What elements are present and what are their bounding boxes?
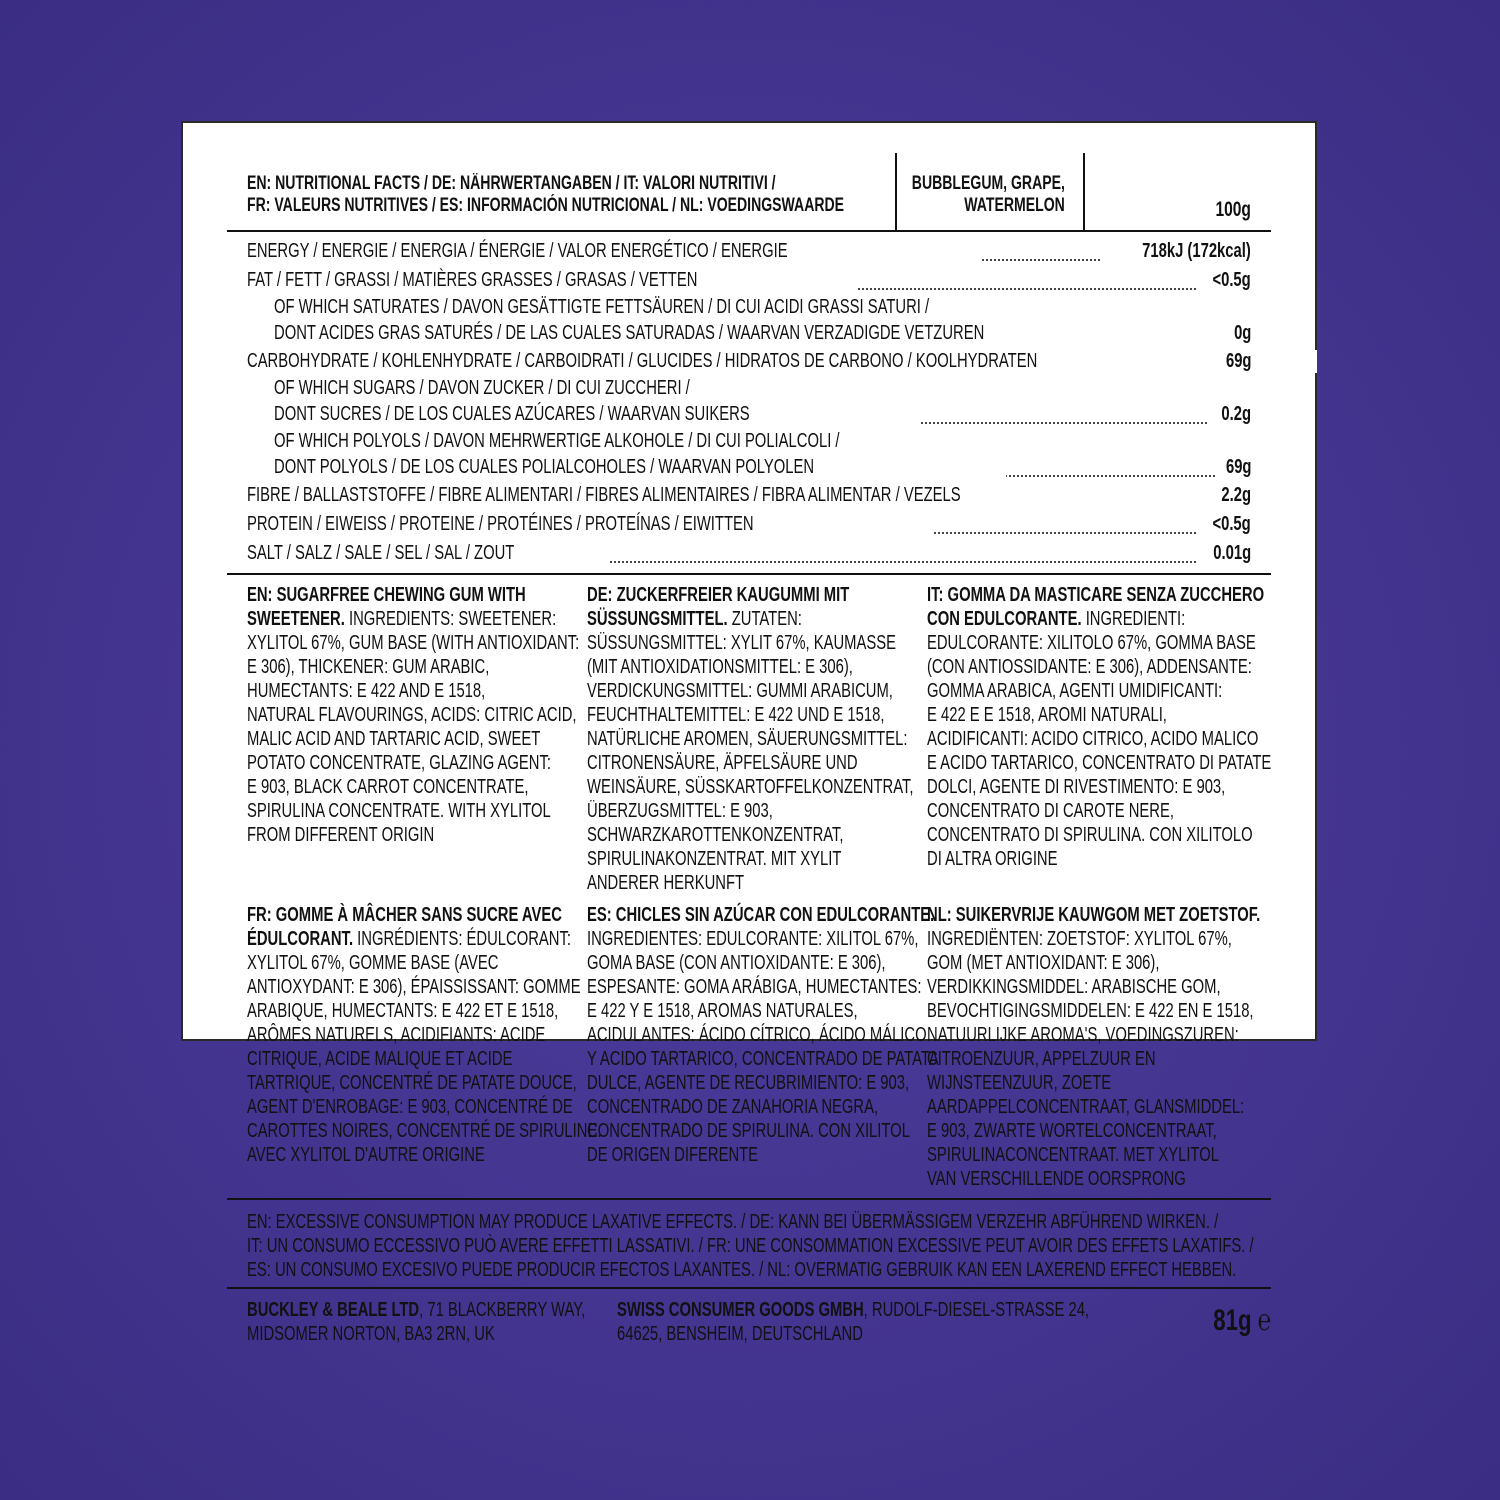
ingredients-heading: SWEETENER.	[247, 608, 345, 630]
nutrition-label	[181, 121, 1317, 1345]
nutrition-row-sugars	[274, 377, 1251, 429]
ingredients-text: INGREDIENTES: EDULCORANTE: XILITOL 67%,	[587, 928, 919, 950]
weight-value: 81g	[1213, 1304, 1252, 1337]
ingredients-text: CONCENTRATO DI SPIRULINA. CON XILITOLO	[927, 824, 1253, 846]
ingredients-text: DE ORIGEN DIFERENTE	[587, 1144, 759, 1166]
address-text: , 71 BLACKBERRY WAY,	[419, 1299, 586, 1321]
ingredients-text: E 422 E E 1518, AROMI NATURALI,	[927, 704, 1167, 726]
ingredients-de	[587, 583, 927, 895]
ingredients-text: E 903, ZWARTE WORTELCONCENTRAAT,	[927, 1120, 1217, 1142]
nutrient-label: OF WHICH SATURATES / DAVON GESÄTTIGTE FETTSÄUREN / DI CUI ACIDI GRASSI SATURI /	[274, 296, 930, 318]
ingredients-text: BEVOCHTIGINGSMIDDELEN: E 422 EN E 1518,	[927, 1000, 1254, 1022]
ingredients-text: POTATO CONCENTRATE, GLAZING AGENT:	[247, 752, 551, 774]
ingredients-text: CONCENTRATO DI CAROTE NERE,	[927, 800, 1174, 822]
ingredients-text: DOLCI, AGENTE DI RIVESTIMENTO: E 903,	[927, 776, 1226, 798]
nutrient-value: 69g	[1225, 456, 1251, 478]
ingredients-heading: ÉDULCORANT.	[247, 928, 354, 950]
ingredients-text: ANTIOXYDANT: E 306), ÉPAISSISSANT: GOMME	[247, 976, 581, 998]
ingredients-text: GOMMA ARABICA, AGENTI UMIDIFICANTI:	[927, 680, 1223, 702]
ingredients-text: CITRONENSÄURE, ÄPFELSÄURE UND	[587, 752, 858, 774]
laxative-warning	[247, 1210, 1500, 1282]
ingredients-text: SÜSSUNGSMITTEL: XYLIT 67%, KAUMASSE	[587, 632, 896, 654]
ingredients-text: ÜBERZUGSMITTEL: E 903,	[587, 800, 773, 822]
nutrition-row-protein	[247, 513, 1251, 539]
nutrient-value: 718kJ (172kcal)	[1142, 240, 1251, 262]
net-weight	[1193, 1304, 1271, 1338]
ingredients-en	[247, 583, 587, 847]
ingredients-text: GOMA BASE (CON ANTIOXIDANTE: E 306),	[587, 952, 886, 974]
warning-line: EN: EXCESSIVE CONSUMPTION MAY PRODUCE LAXATIVE EFFECTS. / DE: KANN BEI ÜBERMÄSSIGEM VERZEHR ABFÜHREND WIRKEN. /	[247, 1211, 1219, 1233]
nutrient-label: FAT / FETT / GRASSI / MATIÈRES GRASSES / GRASAS / VETTEN	[247, 269, 698, 291]
nutrient-value: 69g	[1225, 350, 1251, 372]
ingredients-text: CAROTTES NOIRES, CONCENTRÉ DE SPIRULINE.	[247, 1120, 602, 1142]
ingredients-text: VERDICKUNGSMITTEL: GUMMI ARABICUM,	[587, 680, 893, 702]
nutrient-label: PROTEIN / EIWEISS / PROTEINE / PROTÉINES / PROTEÍNAS / EIWITTEN	[247, 513, 754, 535]
ingredients-text: NATURAL FLAVOURINGS, ACIDS: CITRIC ACID,	[247, 704, 577, 726]
ingredients-text: E ACIDO TARTARICO, CONCENTRATO DI PATATE	[927, 752, 1272, 774]
ingredients-fr	[247, 903, 602, 1167]
nutrient-label: CARBOHYDRATE / KOHLENHYDRATE / CARBOIDRATI / GLUCIDES / HIDRATOS DE CARBONO / KOOLHYDRATEN	[247, 350, 1038, 372]
nutrition-row-carbohydrate	[247, 350, 1251, 376]
ingredients-text: EDULCORANTE: XILITOLO 67%, GOMMA BASE	[927, 632, 1256, 654]
ingredients-text: ARÔMES NATURELS, ACIDIFIANTS: ACIDE	[247, 1024, 546, 1046]
ingredients-text: ARABIQUE, HUMECTANTS: E 422 ET E 1518,	[247, 1000, 559, 1022]
ingredients-heading: IT: GOMMA DA MASTICARE SENZA ZUCCHERO	[927, 584, 1265, 606]
ingredients-text: ANDERER HERKUNFT	[587, 872, 745, 894]
ingredients-text: HUMECTANTS: E 422 AND E 1518,	[247, 680, 486, 702]
ingredients-text: AARDAPPELCONCENTRAAT, GLANSMIDDEL:	[927, 1096, 1245, 1118]
ingredients-text: CITRIQUE, ACIDE MALIQUE ET ACIDE	[247, 1048, 513, 1070]
nutrient-label: DONT POLYOLS / DE LOS CUALES POLIALCOHOLES / WAARVAN POLYOLEN	[274, 456, 815, 478]
nutrient-label: OF WHICH POLYOLS / DAVON MEHRWERTIGE ALKOHOLE / DI CUI POLIALCOLI /	[274, 430, 840, 452]
ingredients-text: INGRÉDIENTS: ÉDULCORANT:	[353, 928, 571, 950]
ingredients-text: INGREDIËNTEN: ZOETSTOF: XYLITOL 67%,	[927, 928, 1232, 950]
nutrition-row-fibre	[247, 484, 1251, 510]
ingredients-text: GOM (MET ANTIOXIDANT: E 306),	[927, 952, 1160, 974]
nutrient-value: 0.2g	[1221, 403, 1251, 425]
ingredients-text: CONCENTRADO DE ZANAHORIA NEGRA,	[587, 1096, 879, 1118]
warning-line: IT: UN CONSUMO ECCESSIVO PUÒ AVERE EFFETTI LASSATIVI. / FR: UNE CONSOMMATION EXCESSIVE PEUT AVOIR DES EFFETS LAXATIFS. /	[247, 1235, 1254, 1257]
ingredients-text: E 306), THICKENER: GUM ARABIC,	[247, 656, 490, 678]
ingredients-heading: NL: SUIKERVRIJE KAUWGOM MET ZOETSTOF.	[927, 904, 1261, 926]
ingredients-text: CITROENZUUR, APPELZUUR EN	[927, 1048, 1156, 1070]
ingredients-heading: CON EDULCORANTE.	[927, 608, 1082, 630]
ingredients-text: E 422 Y E 1518, AROMAS NATURALES,	[587, 1000, 858, 1022]
address-text: , RUDOLF-DIESEL-STRASSE 24,	[863, 1299, 1090, 1321]
ingredients-text: WIJNSTEENZUUR, ZOETE	[927, 1072, 1112, 1094]
divider	[227, 230, 1271, 232]
ingredients-text: VERDIKKINGSMIDDEL: ARABISCHE GOM,	[927, 976, 1221, 998]
ingredients-text: FEUCHTHALTEMITTEL: E 422 UND E 1518,	[587, 704, 885, 726]
ingredients-text: E 903, BLACK CARROT CONCENTRATE,	[247, 776, 529, 798]
ingredients-text: INGREDIENTI:	[1081, 608, 1186, 630]
ingredients-text: ZUTATEN:	[727, 608, 802, 630]
nutrient-value: <0.5g	[1212, 513, 1251, 535]
ingredients-heading: SÜSSUNGSMITTEL.	[587, 608, 728, 630]
nutrition-row-fat	[247, 269, 1251, 295]
flavour-line-1: BUBBLEGUM, GRAPE,	[911, 173, 1065, 194]
nutrient-label: SALT / SALZ / SALE / SEL / SAL / ZOUT	[247, 542, 515, 564]
company-name: BUCKLEY & BEALE LTD	[247, 1299, 420, 1321]
nutrient-label: ENERGY / ENERGIE / ENERGIA / ÉNERGIE / VALOR ENERGÉTICO / ENERGIE	[247, 240, 788, 262]
nutrition-row-salt	[247, 542, 1251, 568]
ingredients-text: VAN VERSCHILLENDE OORSPRONG	[927, 1168, 1186, 1190]
nutrient-value: 0.01g	[1213, 542, 1251, 564]
ingredients-text: SPIRULINACONCENTRAAT. MET XYLITOL	[927, 1144, 1219, 1166]
ingredients-text: AVEC XYLITOL D'AUTRE ORIGINE	[247, 1144, 485, 1166]
ingredients-text: TARTRIQUE, CONCENTRÉ DE PATATE DOUCE,	[247, 1072, 577, 1094]
divider	[227, 1198, 1271, 1200]
nutrition-row-polyols	[274, 430, 1251, 482]
ingredients-text: WEINSÄURE, SÜSSKARTOFFELKONZENTRAT,	[587, 776, 914, 798]
ingredients-text: MALIC ACID AND TARTARIC ACID, SWEET	[247, 728, 541, 750]
ingredients-heading: FR: GOMME À MÂCHER SANS SUCRE AVEC	[247, 904, 562, 926]
nutrient-value: 0g	[1233, 322, 1251, 344]
title-line-2: FR: VALEURS NUTRITIVES / ES: INFORMACIÓN NUTRICIONAL / NL: VOEDINGSWAARDE	[247, 195, 845, 216]
ingredients-text: (MIT ANTIOXIDATIONSMITTEL: E 306),	[587, 656, 853, 678]
de-address	[617, 1298, 1255, 1346]
ingredients-text: NATÜRLICHE AROMEN, SÄUERUNGSMITTEL:	[587, 728, 908, 750]
divider	[227, 573, 1271, 575]
ingredients-text: CONCENTRADO DE SPIRULINA. CON XILITOL	[587, 1120, 910, 1142]
ingredients-nl	[927, 903, 1267, 1191]
nutrient-label: FIBRE / BALLASTSTOFFE / FIBRE ALIMENTARI / FIBRES ALIMENTAIRES / FIBRA ALIMENTAR / VEZELS	[247, 484, 961, 506]
title-line-1: EN: NUTRITIONAL FACTS / DE: NÄHRWERTANGABEN / IT: VALORI NUTRITIVI /	[247, 173, 776, 194]
address-text: 64625, BENSHEIM, DEUTSCHLAND	[617, 1323, 863, 1345]
nutrient-label: OF WHICH SUGARS / DAVON ZUCKER / DI CUI ZUCCHERI /	[274, 377, 690, 399]
ingredients-text: XYLITOL 67%, GOMME BASE (AVEC	[247, 952, 499, 974]
ingredients-text: ACIDULANTES: ÁCIDO CÍTRICO, ÁCIDO MÁLICO	[587, 1024, 927, 1046]
nutrition-row-energy	[247, 240, 1251, 266]
ingredients-text: SPIRULINAKONZENTRAT. MIT XYLIT	[587, 848, 842, 870]
ingredients-it	[927, 583, 1272, 871]
ingredients-text: ESPESANTE: GOMA ARÁBIGA, HUMECTANTES:	[587, 976, 922, 998]
nutrition-row-saturates	[274, 296, 1251, 348]
flavour-line-2: WATERMELON	[964, 195, 1065, 216]
nutrient-value: <0.5g	[1212, 269, 1251, 291]
nutrient-label: DONT SUCRES / DE LOS CUALES AZÚCARES / WAARVAN SUIKERS	[274, 403, 750, 425]
ingredients-text: DULCE, AGENTE DE RECUBRIMIENTO: E 903,	[587, 1072, 910, 1094]
ingredients-text: INGREDIENTS: SWEETENER:	[344, 608, 557, 630]
per-100g-heading: 100g	[1215, 198, 1251, 221]
ingredients-text: Y ACIDO TARTARICO, CONCENTRADO DE PATATA	[587, 1048, 939, 1070]
ingredients-text: ACIDIFICANTI: ACIDO CITRICO, ACIDO MALICO	[927, 728, 1259, 750]
nutrient-value: 2.2g	[1221, 484, 1251, 506]
ingredients-heading: DE: ZUCKERFREIER KAUGUMMI MIT	[587, 584, 850, 606]
nutrient-label: DONT ACIDES GRAS SATURÉS / DE LAS CUALES SATURADAS / WAARVAN VERZADIGDE VETZUREN	[274, 322, 985, 344]
ingredients-text: SCHWARZKAROTTENKONZENTRAT,	[587, 824, 844, 846]
ingredients-text: AGENT D'ENROBAGE: E 903, CONCENTRÉ DE	[247, 1096, 573, 1118]
warning-line: ES: UN CONSUMO EXCESIVO PUEDE PRODUCIR EFECTOS LAXANTES. / NL: OVERMATIG GEBRUIK KAN EEN LAXEREND EFFECT HEBBEN.	[247, 1259, 1237, 1281]
estimated-sign-icon: ℮	[1257, 1304, 1271, 1337]
ingredients-text: XYLITOL 67%, GUM BASE (WITH ANTIOXIDANT:	[247, 632, 580, 654]
ingredients-text: SPIRULINA CONCENTRATE. WITH XYLITOL	[247, 800, 551, 822]
ingredients-heading: ES: CHICLES SIN AZÚCAR CON EDULCORANTE.	[587, 904, 935, 926]
header-divider	[1083, 153, 1085, 230]
ingredients-text: NATUURLIJKE AROMA'S, VOEDINGSZUREN:	[927, 1024, 1239, 1046]
ingredients-text: DI ALTRA ORIGINE	[927, 848, 1058, 870]
ingredients-heading: EN: SUGARFREE CHEWING GUM WITH	[247, 584, 526, 606]
flavour-heading	[858, 173, 1065, 217]
ingredients-text: FROM DIFFERENT ORIGIN	[247, 824, 435, 846]
ingredients-text: (CON ANTIOSSIDANTE: E 306), ADDENSANTE:	[927, 656, 1252, 678]
ingredients-es	[587, 903, 939, 1167]
company-name: SWISS CONSUMER GOODS GMBH	[617, 1299, 864, 1321]
address-text: MIDSOMER NORTON, BA3 2RN, UK	[247, 1323, 495, 1345]
divider	[227, 1287, 1271, 1289]
